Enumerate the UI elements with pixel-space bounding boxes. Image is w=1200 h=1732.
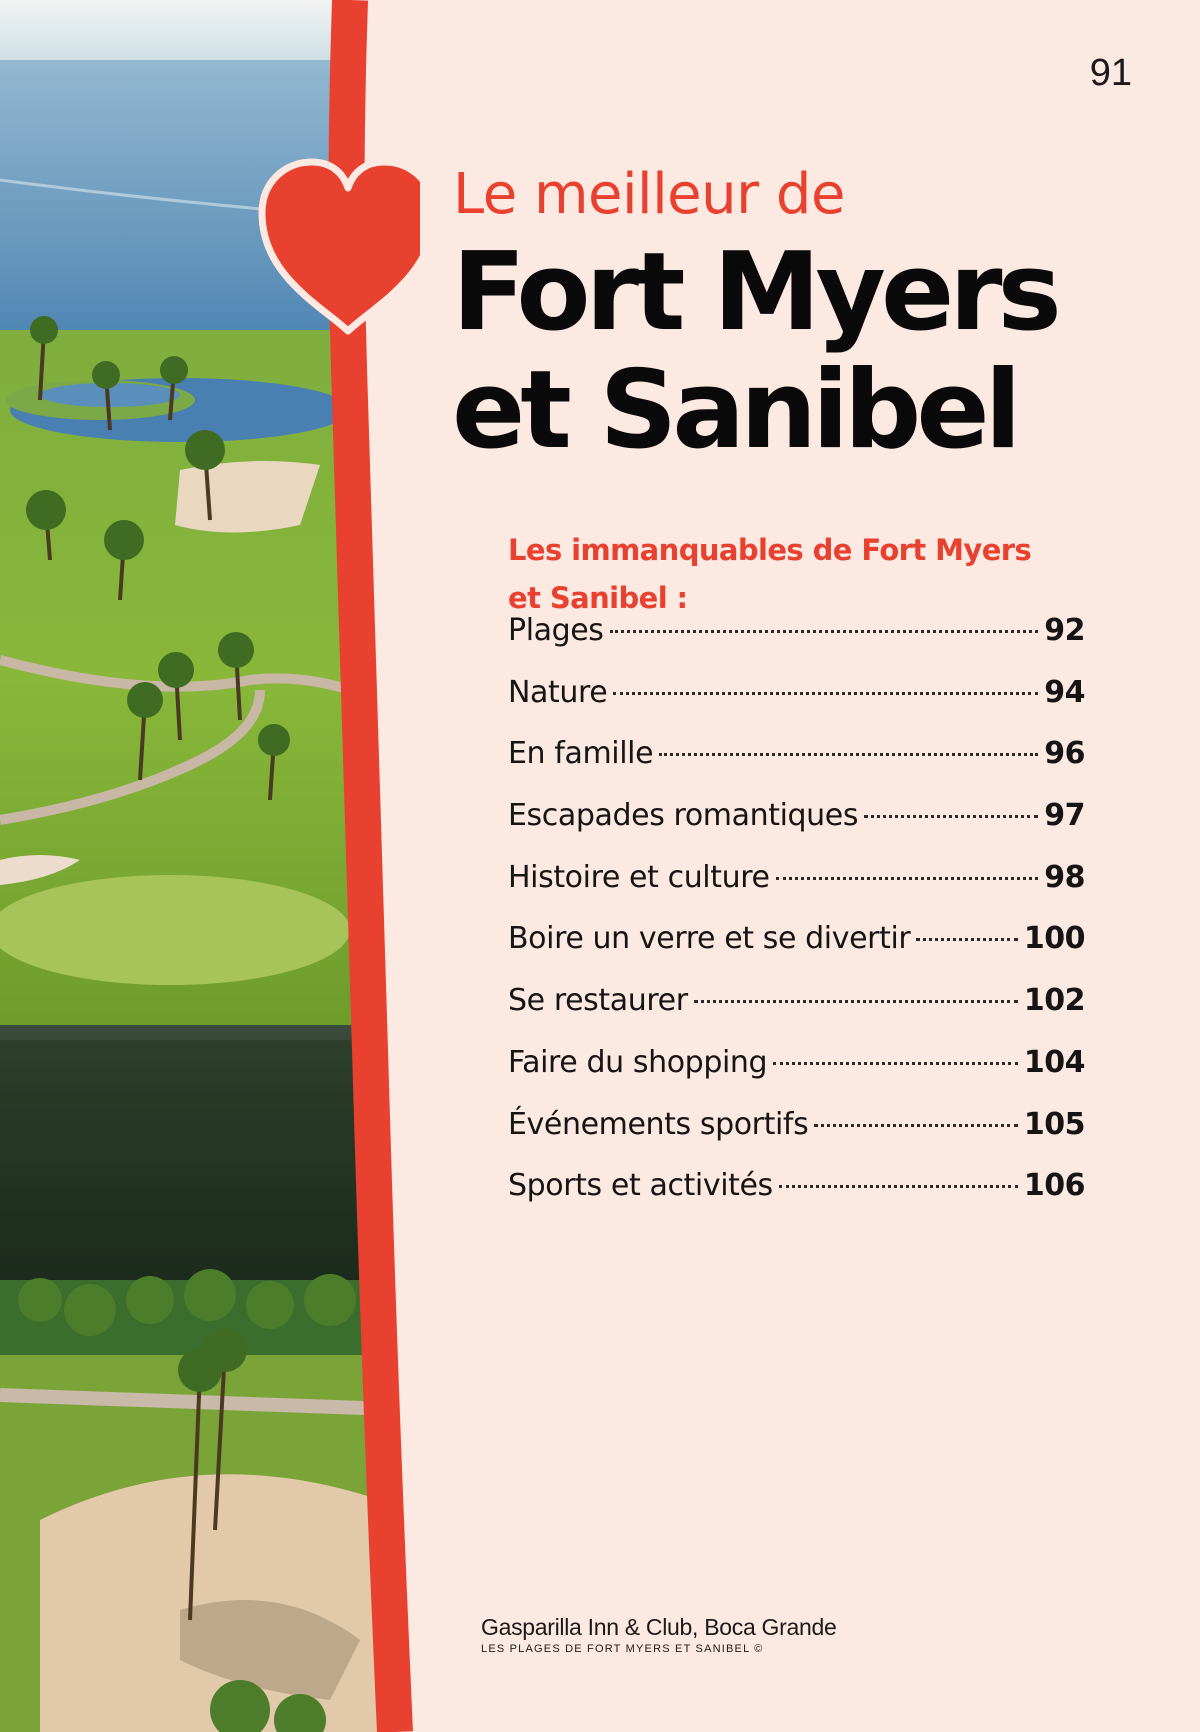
toc-heading-line-1: Les immanquables de Fort Myers xyxy=(508,533,1032,567)
dot-leader xyxy=(613,692,1038,695)
toc-entry-label: Escapades romantiques xyxy=(508,798,859,834)
toc-entry-label: Se restaurer xyxy=(508,983,688,1019)
toc-entry[interactable] xyxy=(508,1107,1085,1169)
photo-caption-title: Gasparilla Inn & Club, Boca Grande xyxy=(481,1614,837,1640)
page-number: 91 xyxy=(1089,52,1132,94)
toc-entry[interactable] xyxy=(508,613,1085,675)
toc-entry[interactable] xyxy=(508,983,1085,1045)
title-line-2: et Sanibel xyxy=(452,348,1017,473)
toc-entry-page: 100 xyxy=(1023,921,1085,957)
toc-entry-page: 92 xyxy=(1044,613,1085,648)
toc-entry[interactable] xyxy=(508,798,1085,860)
title-line-1: Fort Myers xyxy=(452,230,1057,355)
toc-entry-label: Boire un verre et se divertir xyxy=(508,921,911,957)
toc-entry-label: Sports et activités xyxy=(508,1168,773,1204)
toc-entry-label: Événements sportifs xyxy=(508,1106,809,1142)
toc-entry-label: Histoire et culture xyxy=(508,859,770,895)
toc-entry-page: 105 xyxy=(1023,1106,1085,1142)
dot-leader xyxy=(864,815,1038,818)
dot-leader xyxy=(779,1185,1018,1188)
toc-entry-label: Plages xyxy=(508,613,604,648)
toc-entry[interactable] xyxy=(508,921,1085,983)
toc-heading xyxy=(508,526,1068,622)
toc-entry-page: 106 xyxy=(1023,1168,1085,1204)
toc-entry[interactable] xyxy=(508,860,1085,922)
title-intro: Le meilleur de xyxy=(453,162,845,227)
toc-entry[interactable] xyxy=(508,1168,1085,1230)
toc-entry[interactable] xyxy=(508,675,1085,737)
toc-entry[interactable] xyxy=(508,736,1085,798)
dot-leader xyxy=(610,630,1039,633)
toc-entry-page: 98 xyxy=(1044,859,1085,895)
toc-heading-line-2: et Sanibel : xyxy=(508,581,688,615)
toc-entry-page: 104 xyxy=(1023,1044,1085,1080)
dot-leader xyxy=(773,1062,1018,1065)
dot-leader xyxy=(814,1124,1018,1127)
page-title xyxy=(452,230,1057,473)
toc-entry-page: 97 xyxy=(1044,798,1085,834)
table-of-contents xyxy=(508,613,1085,1230)
toc-entry[interactable] xyxy=(508,1045,1085,1107)
toc-entry-page: 94 xyxy=(1044,674,1085,710)
photo-credit: LES PLAGES DE FORT MYERS ET SANIBEL © xyxy=(481,1643,764,1655)
toc-entry-page: 96 xyxy=(1044,736,1085,772)
toc-entry-label: En famille xyxy=(508,736,654,772)
toc-entry-label: Faire du shopping xyxy=(508,1044,768,1080)
dot-leader xyxy=(916,938,1018,941)
photo-caption xyxy=(481,1614,836,1655)
dot-leader xyxy=(776,877,1039,880)
dot-leader xyxy=(694,1000,1018,1003)
dot-leader xyxy=(659,753,1038,756)
toc-entry-label: Nature xyxy=(508,674,608,710)
toc-entry-page: 102 xyxy=(1023,983,1085,1019)
aerial-golf-course-photo xyxy=(0,0,420,1732)
